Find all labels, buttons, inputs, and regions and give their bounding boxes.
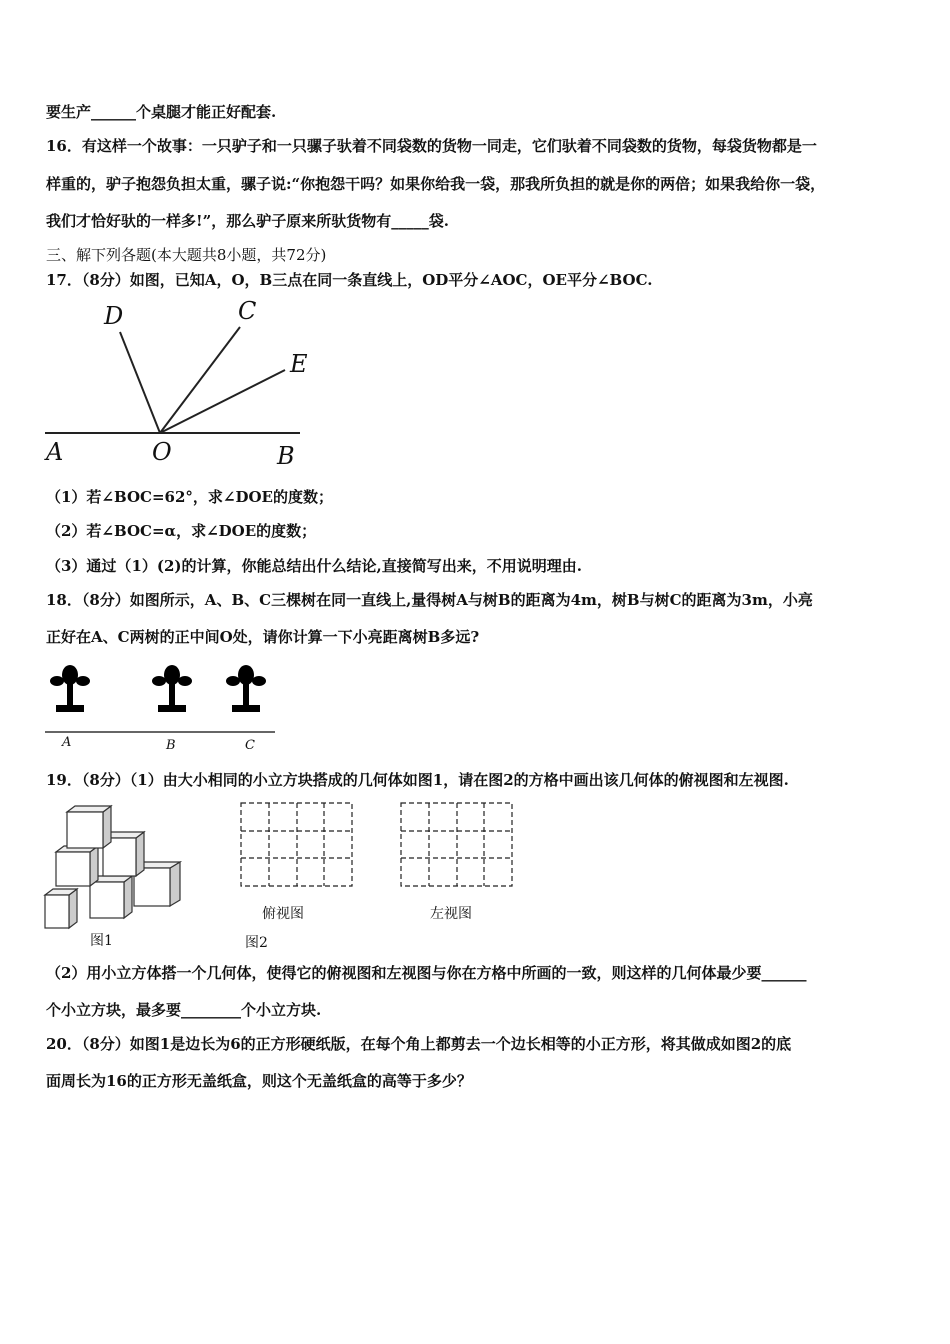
cube	[45, 889, 77, 928]
top-view-grid	[241, 803, 352, 886]
tree-icons	[50, 665, 266, 712]
label-A: A	[46, 438, 64, 466]
section-3-heading: 三、解下列各题(本大题共8小题，共72分)	[46, 246, 327, 264]
cube-stack-figure	[45, 806, 180, 928]
q17-part3: （3）通过（1）(2)的计算，你能总结出什么结论,直接简写出来，不用说明理由.	[46, 557, 582, 575]
q16-line3: 我们才恰好驮的一样多!”，那么驴子原来所驮货物有_____袋.	[46, 212, 449, 230]
q18-line1: 18．（8分）如图所示，A、B、C三棵树在同一直线上,量得树A与树B的距离为4m，树B与树C的距离为3m，小亮	[46, 591, 813, 609]
q15-tail: 要生产______个桌腿才能正好配套.	[46, 103, 277, 121]
cube	[67, 806, 111, 848]
q20-line1: 20．（8分）如图1是边长为6的正方形硬纸版，在每个角上都剪去一个边长相等的小正方形，将其做成如图2的底	[46, 1035, 792, 1053]
tree-icon-c	[226, 665, 266, 712]
q17-part1: （1）若∠BOC=62°，求∠DOE的度数；	[46, 488, 333, 506]
q19-part2-line2: 个小立方块，最多要________个小立方块.	[46, 1001, 322, 1019]
label-E: E	[290, 350, 308, 378]
q17-part2: （2）若∠BOC=α，求∠DOE的度数；	[46, 522, 317, 540]
tree-label-B: B	[166, 738, 176, 753]
label-B: B	[277, 442, 295, 470]
q17-stem: 17．（8分）如图，已知A，O，B三点在同一条直线上，OD平分∠AOC，OE平分∠BOC.	[46, 271, 653, 289]
q16-line1: 16．有这样一个故事：一只驴子和一只骡子驮着不同袋数的货物一同走，它们驮着不同袋数的货物，每袋货物都是一	[46, 137, 817, 155]
left-view-caption: 左视图	[430, 906, 472, 922]
label-O: O	[152, 438, 172, 466]
q19-part2-line1: （2）用小立方体搭一个几何体，使得它的俯视图和左视图与你在方格中所画的一致，则这样的几何体最少要______	[46, 964, 807, 982]
cube	[56, 846, 98, 886]
tree-label-A: A	[62, 735, 72, 750]
label-C: C	[238, 297, 257, 325]
ray-OC	[160, 327, 240, 433]
q20-line2: 面周长为16的正方形无盖纸盒，则这个无盖纸盒的高等于多少？	[46, 1072, 472, 1090]
ray-OD	[120, 332, 160, 433]
q18-line2: 正好在A、C两树的正中间O处，请你计算一下小亮距离树B多远?	[46, 628, 480, 646]
fig2-caption: 图2	[245, 935, 268, 951]
angle-figure	[45, 327, 300, 433]
left-view-grid	[401, 803, 512, 886]
tree-icon-b	[152, 665, 192, 712]
label-D: D	[104, 302, 124, 330]
top-view-caption: 俯视图	[262, 906, 304, 922]
q16-line2: 样重的，驴子抱怨负担太重，骡子说:“你抱怨干吗？如果你给我一袋，那我所负担的就是你的两倍；如果我给你一袋，	[46, 175, 826, 193]
tree-icon-a	[50, 665, 90, 712]
fig1-caption: 图1	[90, 933, 113, 949]
ray-OE	[160, 370, 285, 433]
cube	[90, 876, 132, 918]
tree-label-C: C	[245, 738, 255, 753]
q19-stem: 19．（8分）（1）由大小相同的小立方块搭成的几何体如图1，请在图2的方格中画出该几何体的俯视图和左视图.	[46, 771, 789, 789]
